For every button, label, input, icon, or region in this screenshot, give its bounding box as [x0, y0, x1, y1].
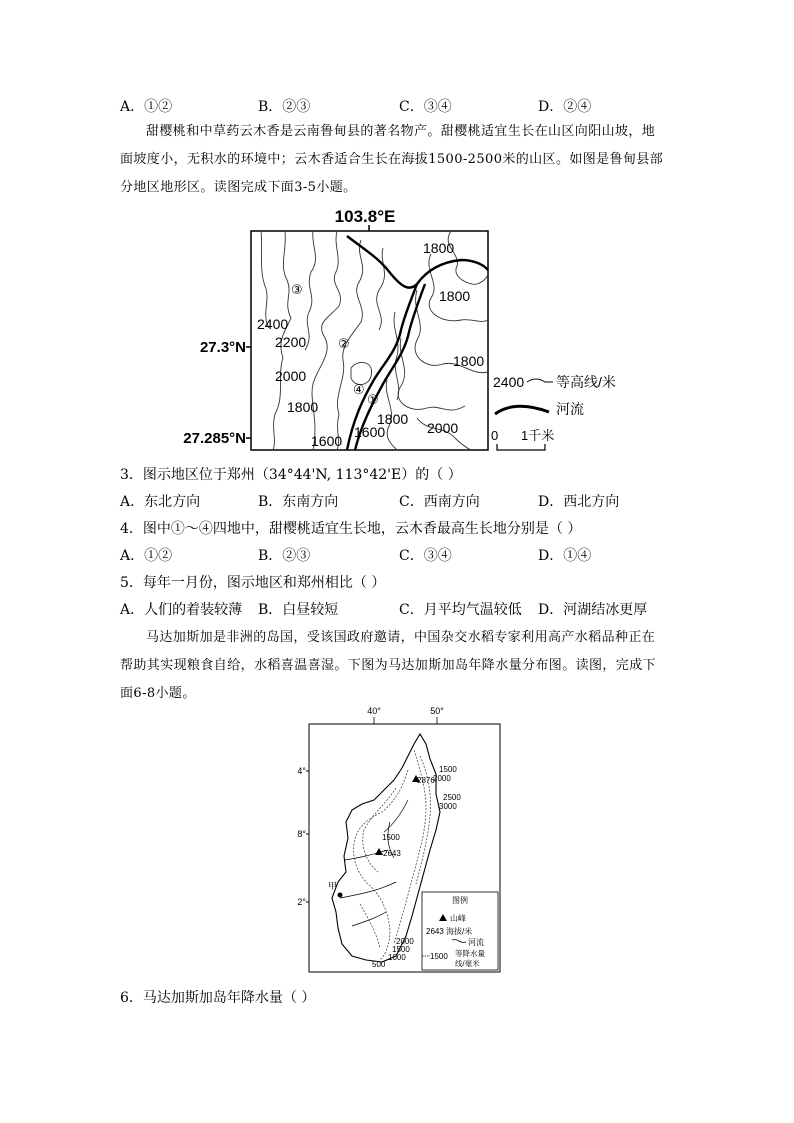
map1-legend [491, 374, 616, 450]
contour-label-1800-a: 1800 [423, 240, 455, 256]
madagascar-precipitation-map [290, 704, 510, 976]
map2-legend [422, 892, 498, 970]
contour-label-2000-a: 2000 [275, 368, 307, 384]
point-jia-marker [338, 893, 343, 898]
map2-lon-40: 40° [367, 706, 381, 716]
topographic-map [165, 200, 635, 455]
passage-2-line-3: 面6-8小题。 [120, 686, 196, 701]
iso-label-2500: 2500 [443, 793, 461, 802]
q5-option-d: D．河湖结冰更厚 [538, 602, 648, 618]
q4-option-a: A．①② [120, 548, 173, 564]
iso-label-500: 500 [372, 960, 386, 969]
q2-option-a: A．①② [120, 99, 173, 115]
map1-point-1: ① [367, 392, 379, 407]
map1-point-3: ③ [291, 282, 303, 297]
legend-title: 图例 [452, 896, 468, 905]
map1-point-4: ④ [353, 382, 365, 397]
iso-label-3000: 3000 [439, 802, 457, 811]
peak-2643: 2643 [383, 849, 401, 858]
legend-iso-label-2: 线/毫米 [455, 959, 480, 968]
legend-contour-label: 等高线/米 [556, 374, 616, 390]
q4-option-c: C．③④ [399, 548, 452, 564]
map1-latitude-label-1: 27.3°N [199, 339, 246, 356]
iso-label-2000-a: 2000 [433, 774, 451, 783]
legend-scale-label: 1千米 [521, 428, 555, 443]
q5-option-a: A．人们的着装较薄 [120, 602, 243, 618]
q3-option-d: D．西北方向 [538, 494, 620, 510]
iso-label-2000-b: 2000 [396, 937, 414, 946]
iso-label-1000: 1000 [388, 953, 406, 962]
passage-1 [120, 118, 680, 202]
passage-1-line-1: 甜樱桃和中草药云木香是云南鲁甸县的著名物产。甜樱桃适宜生长在山区向阳山坡，地 [146, 124, 656, 139]
contour-label-1800-d: 1800 [287, 399, 319, 415]
q3-stem: 3．图示地区位于郑州（34°44'N, 113°42'E）的（ ） [120, 467, 462, 483]
q6-stem: 6．马达加斯加岛年降水量（ ） [120, 990, 316, 1006]
legend-elevation-label: 2643 海拔/米 [426, 927, 473, 936]
passage-2-line-1: 马达加斯加是非洲的岛国，受该国政府邀请，中国杂交水稻专家利用高产水稻品种正在 [146, 630, 656, 645]
q4-option-b: B．②③ [258, 548, 311, 564]
passage-2 [120, 624, 680, 708]
q2-option-b: B．②③ [258, 99, 311, 115]
contour-label-1800-b: 1800 [439, 288, 471, 304]
iso-label-1500-c: 1500 [392, 945, 410, 954]
contour-label-1600-a: 1600 [311, 433, 343, 449]
contour-label-2400: 2400 [257, 316, 289, 332]
map2-lat-8: 8° [297, 829, 306, 839]
q3-option-b: B．东南方向 [258, 494, 339, 510]
legend-peak-label: 山峰 [450, 914, 466, 923]
legend-river-label: 河流 [556, 401, 584, 417]
map2-lat-4: 4° [297, 766, 306, 776]
legend-river-label: 河流 [468, 938, 484, 947]
contour-label-2000-b: 2000 [427, 420, 459, 436]
passage-1-line-3: 分地区地形区。读图完成下面3-5小题。 [120, 180, 357, 195]
q4-stem: 4．图中①～④四地中，甜樱桃适宜生长地，云木香最高生长地分别是（ ） [120, 521, 582, 537]
map1-latitude-label-2: 27.285°N [183, 430, 246, 447]
contour-label-1800-e: 1800 [377, 411, 409, 427]
iso-label-1500-b: 1500 [382, 833, 400, 842]
contour-label-1600-b: 1600 [354, 424, 386, 440]
point-jia-label: 甲 [328, 881, 338, 891]
contour-label-2200: 2200 [275, 334, 307, 350]
passage-1-line-2: 面坡度小，无积水的环境中；云木香适合生长在海拔1500-2500米的山区。如图是鲁甸县部 [120, 152, 664, 167]
scale-bar [497, 444, 545, 450]
passage-2-line-2: 帮助其实现粮食自给，水稻喜温喜湿。下图为马达加斯加岛年降水量分布图。读图，完成下 [120, 658, 657, 673]
q5-stem: 5．每年一月份，图示地区和郑州相比（ ） [120, 575, 386, 591]
peak-2876: 2876 [417, 776, 435, 785]
legend-iso-label-1: 等降水量 [455, 949, 485, 958]
q5-option-b: B．白昼较短 [258, 602, 339, 618]
map2-lat-2: 2° [297, 897, 306, 907]
q3-option-a: A．东北方向 [120, 494, 201, 510]
q3-option-c: C．西南方向 [399, 494, 480, 510]
map2-lon-50: 50° [430, 706, 444, 716]
legend-scale-zero: 0 [491, 428, 499, 443]
map1-point-2: ② [338, 336, 350, 351]
legend-contour-value: 2400 [493, 374, 525, 390]
q2-option-d: D．②④ [538, 99, 592, 115]
iso-label-1500-a: 1500 [439, 765, 457, 774]
legend-iso-value: 1500 [430, 952, 448, 961]
q2-option-c: C．③④ [399, 99, 452, 115]
q5-option-c: C．月平均气温较低 [399, 602, 522, 618]
q4-option-d: D．①④ [538, 548, 592, 564]
map1-longitude-label: 103.8°E [334, 207, 396, 226]
contour-label-1800-c: 1800 [453, 353, 485, 369]
